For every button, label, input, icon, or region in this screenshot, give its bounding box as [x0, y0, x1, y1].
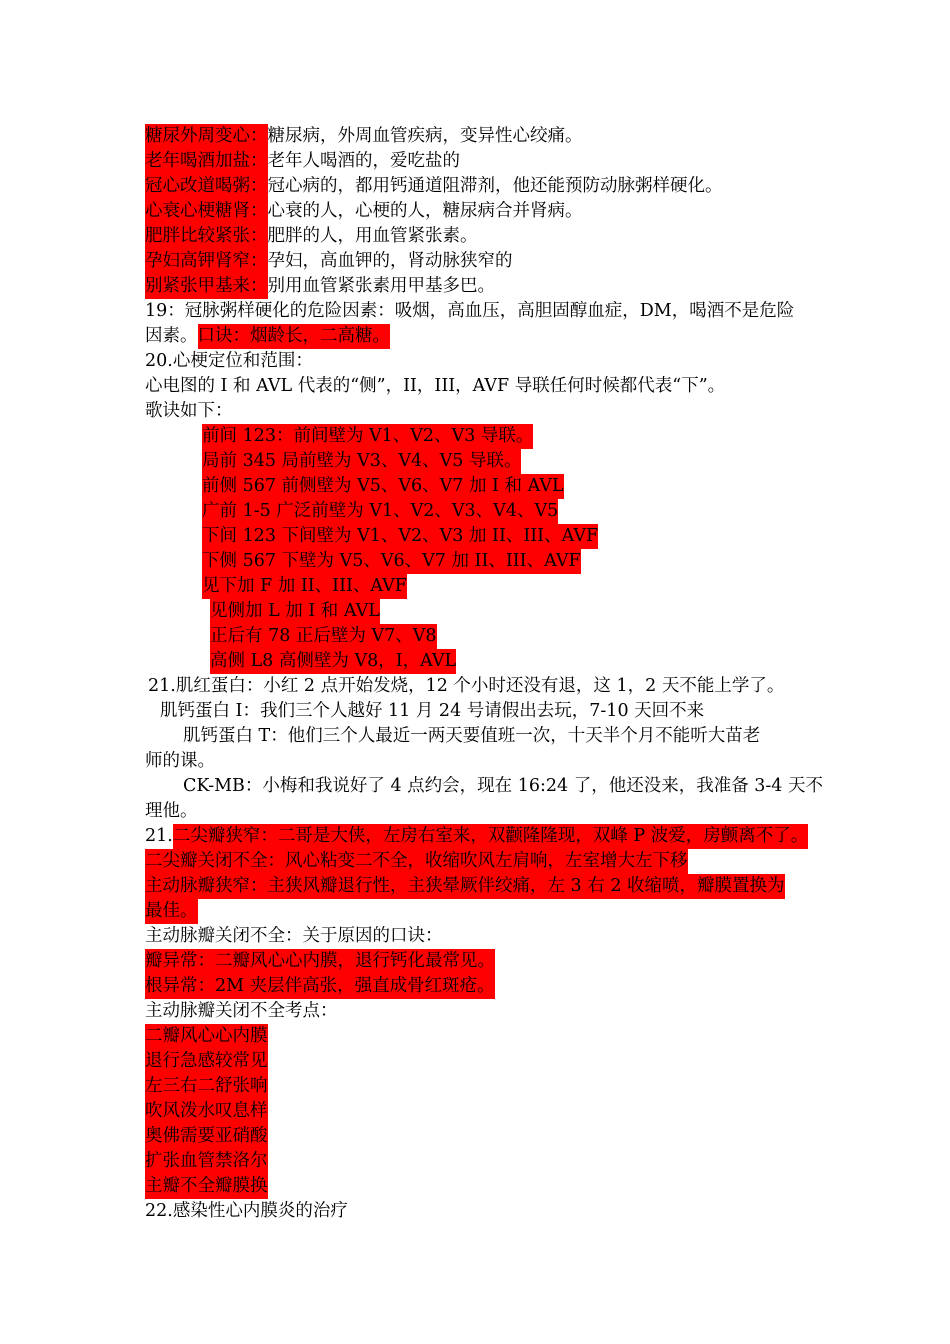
body-text: 主动脉瓣关闭不全：关于原因的口诀：	[145, 926, 443, 946]
text-line	[202, 549, 581, 574]
highlighted-text: 奥佛需要亚硝酸	[145, 1124, 268, 1149]
text-line	[145, 1099, 268, 1124]
body-text: 老年人喝酒的，爱吃盐的	[267, 151, 460, 171]
body-text: 21.	[145, 826, 173, 846]
text-line	[145, 1174, 268, 1199]
body-text: 心衰的人，心梗的人，糖尿病合并肾病。	[267, 201, 583, 221]
highlighted-text: 肥胖比较紧张：	[145, 224, 268, 249]
highlighted-text: 高侧 L8 高侧壁为 V8，I，AVL	[210, 649, 456, 674]
highlighted-text: 二瓣风心心内膜	[145, 1024, 268, 1049]
highlighted-text: 广前 1-5 广泛前壁为 V1、V2、V3、V4、V5	[202, 499, 558, 524]
body-text: 20.心梗定位和范围：	[145, 351, 313, 371]
text-line	[145, 1199, 348, 1224]
text-line	[145, 199, 583, 224]
highlighted-text: 最佳。	[145, 899, 198, 924]
highlighted-text: 糖尿外周变心：	[145, 124, 268, 149]
text-line	[145, 124, 583, 149]
highlighted-text: 主动脉瓣狭窄：主狭风瓣退行性，主狭晕厥伴绞痛，左 3 右 2 收缩喷，瓣膜置换为	[145, 874, 785, 899]
text-line	[202, 499, 558, 524]
highlighted-text: 别紧张甲基来：	[145, 274, 268, 299]
body-text: CK-MB：小梅和我说好了 4 点约会，现在 16:24 了，他还没来，我准备 3-4 天不	[183, 776, 824, 796]
body-text: 肥胖的人，用血管紧张素。	[267, 226, 478, 246]
text-line	[145, 224, 478, 249]
text-line	[202, 424, 533, 449]
highlighted-text: 老年喝酒加盐：	[145, 149, 268, 174]
body-text: 19：冠脉粥样硬化的危险因素：吸烟，高血压，高胆固醇血症，DM，喝酒不是危险	[145, 301, 795, 321]
highlighted-text: 正后有 78 正后壁为 V7、V8	[210, 624, 437, 649]
body-text: 师的课。	[145, 751, 215, 771]
highlighted-text: 二尖瓣关闭不全：风心粘变二不全，收缩吹风左肩响，左室增大左下移	[145, 849, 688, 874]
body-text: 主动脉瓣关闭不全考点：	[145, 1001, 338, 1021]
highlighted-text: 主瓣不全瓣膜换	[145, 1174, 268, 1199]
body-text: 肌钙蛋白 T：他们三个人最近一两天要值班一次，十天半个月不能听大苗老	[183, 726, 761, 746]
text-line	[145, 399, 233, 424]
text-line	[202, 474, 564, 499]
text-line	[145, 824, 808, 849]
highlighted-text: 局前 345 局前壁为 V3、V4、V5 导联。	[202, 449, 521, 474]
highlighted-text: 前侧 567 前侧壁为 V5、V6、V7 加 I 和 AVL	[202, 474, 564, 499]
text-line	[145, 849, 688, 874]
highlighted-text: 瓣异常：二瓣风心心内膜，退行钙化最常见。	[145, 949, 495, 974]
text-line	[148, 674, 784, 699]
highlighted-text: 见侧加 L 加 I 和 AVL	[210, 599, 380, 624]
text-line	[145, 299, 794, 324]
text-line	[145, 924, 443, 949]
body-text: 22.感染性心内膜炎的治疗	[145, 1201, 348, 1221]
text-line	[145, 899, 198, 924]
text-line	[145, 374, 725, 399]
text-line	[145, 1149, 268, 1174]
text-line	[145, 1049, 268, 1074]
text-line	[145, 874, 785, 899]
text-line	[145, 149, 460, 174]
text-line	[202, 574, 407, 599]
highlighted-text: 退行急感较常见	[145, 1049, 268, 1074]
text-line	[145, 974, 495, 999]
highlighted-text: 下间 123 下间壁为 V1、V2、V3 加 II、III、AVF	[202, 524, 598, 549]
body-text: 别用血管紧张素用甲基多巴。	[267, 276, 495, 296]
text-line	[145, 249, 513, 274]
text-line	[145, 349, 313, 374]
highlighted-text: 左三右二舒张响	[145, 1074, 268, 1099]
text-line	[202, 524, 598, 549]
highlighted-text: 心衰心梗糖肾：	[145, 199, 268, 224]
text-line	[145, 174, 723, 199]
text-line	[145, 949, 495, 974]
text-line	[160, 699, 704, 724]
text-line	[210, 649, 456, 674]
body-text: 孕妇，高血钾的，肾动脉狭窄的	[267, 251, 513, 271]
highlighted-text: 前间 123：前间壁为 V1、V2、V3 导联。	[202, 424, 533, 449]
text-line	[183, 774, 823, 799]
text-line	[210, 599, 380, 624]
highlighted-text: 根异常：2M 夹层伴高张，强直成骨红斑疮。	[145, 974, 495, 999]
text-line	[145, 274, 495, 299]
body-text: 因素。	[145, 326, 198, 346]
text-line	[145, 324, 390, 349]
highlighted-text: 冠心改道喝粥：	[145, 174, 268, 199]
text-line	[202, 449, 521, 474]
body-text: 21.肌红蛋白：小红 2 点开始发烧，12 个小时还没有退，这 1，2 天不能上学了。	[148, 676, 785, 696]
text-line	[145, 999, 338, 1024]
body-text: 冠心病的，都用钙通道阻滞剂，他还能预防动脉粥样硬化。	[267, 176, 723, 196]
body-text: 糖尿病，外周血管疾病，变异性心绞痛。	[267, 126, 583, 146]
text-line	[145, 1124, 268, 1149]
highlighted-text: 口诀：烟龄长，二高糖。	[198, 324, 391, 349]
text-line	[145, 749, 215, 774]
highlighted-text: 吹风泼水叹息样	[145, 1099, 268, 1124]
text-line	[145, 1074, 268, 1099]
text-line	[145, 799, 198, 824]
text-line	[210, 624, 437, 649]
highlighted-text: 见下加 F 加 II、III、AVF	[202, 574, 407, 599]
text-line	[183, 724, 760, 749]
highlighted-text: 下侧 567 下壁为 V5、V6、V7 加 II、III、AVF	[202, 549, 581, 574]
body-text: 理他。	[145, 801, 198, 821]
body-text: 心电图的 I 和 AVL 代表的“侧”，II，III，AVF 导联任何时候都代表“下”。	[145, 376, 726, 396]
highlighted-text: 孕妇高钾肾窄：	[145, 249, 268, 274]
highlighted-text: 二尖瓣狭窄：二哥是大侠，左房右室来，双颧隆隆现，双峰 P 波爱，房颤离不了。	[173, 824, 808, 849]
body-text: 歌诀如下：	[145, 401, 233, 421]
text-line	[145, 1024, 268, 1049]
highlighted-text: 扩张血管禁洛尔	[145, 1149, 268, 1174]
body-text: 肌钙蛋白 I：我们三个人越好 11 月 24 号请假出去玩，7-10 天回不来	[160, 701, 705, 721]
